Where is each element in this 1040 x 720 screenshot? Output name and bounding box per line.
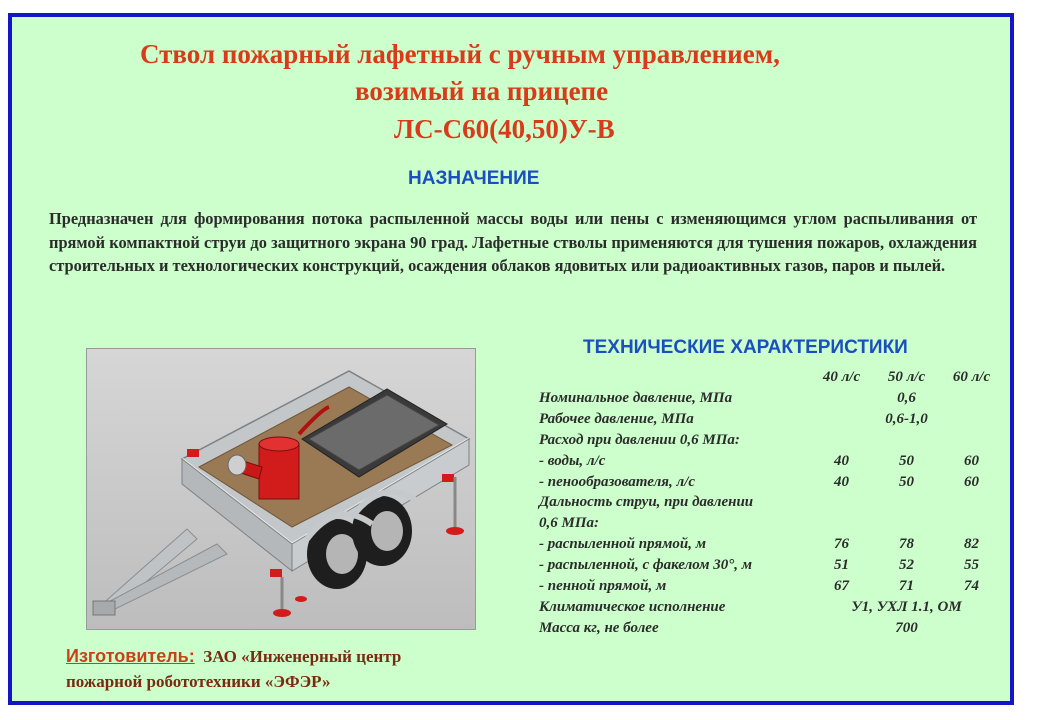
spec-value: 60 (964, 473, 979, 490)
table-row (539, 576, 1004, 597)
spec-value: 50 (899, 473, 914, 490)
spec-label: - пенной прямой, м (539, 578, 667, 595)
spec-value: 700 (895, 619, 918, 636)
spec-value: 76 (834, 536, 849, 553)
spec-label: Рабочее давление, МПа (539, 410, 694, 427)
spec-subheading: Дальность струи, при давлении (539, 494, 754, 511)
spec-value: 67 (834, 578, 849, 595)
table-row (539, 534, 1004, 555)
col-60: 60 л/с (952, 369, 991, 385)
spec-value: 40 (834, 452, 849, 469)
manufacturer-label: Изготовитель: (66, 646, 195, 666)
table-row (539, 388, 1004, 409)
table-row (539, 492, 1004, 513)
specs-header-row (539, 367, 1004, 388)
table-row (539, 472, 1004, 493)
manufacturer-name-line2: пожарной робототехники «ЭФЭР» (66, 672, 331, 691)
spec-label: - пенообразователя, л/с (539, 473, 696, 490)
spec-value: У1, УХЛ 1.1, ОМ (851, 598, 962, 615)
spec-value: 51 (834, 557, 849, 574)
spec-value: 78 (899, 536, 914, 553)
table-row (539, 597, 1004, 618)
spec-value: 71 (899, 578, 914, 595)
purpose-heading: НАЗНАЧЕНИЕ (408, 168, 540, 189)
slide-frame (8, 13, 1014, 705)
specs-heading: ТЕХНИЧЕСКИЕ ХАРАКТЕРИСТИКИ (583, 337, 908, 358)
spec-value: 52 (899, 557, 914, 574)
spec-value: 50 (899, 452, 914, 469)
spec-value: 55 (964, 557, 979, 574)
spec-value: 82 (964, 536, 979, 553)
manufacturer-name-line1: ЗАО «Инженерный центр (203, 647, 402, 666)
purpose-text: Предназначен для формирования потока распыленной массы воды или пены с изменяющимся углом распыливания от прямой компактной струи до защитного экрана 90 град. Лафетные стволы применяются для тушения пожаров, охлаждения строительных и технологических конструкций, осаждения облаков ядовитых или радиоактивных газов, паров и пылей. (49, 209, 977, 276)
table-row (539, 555, 1004, 576)
specs-table (539, 367, 1004, 639)
spec-value: 74 (964, 578, 979, 595)
table-row (539, 513, 1004, 534)
spec-label: Масса кг, не более (539, 619, 659, 636)
title-model: ЛС-С60(40,50)У-В (394, 114, 615, 144)
title-line-1: Ствол пожарный лафетный с ручным управлением, (140, 39, 780, 69)
spec-value: 60 (964, 452, 979, 469)
col-50: 50 л/с (887, 369, 926, 385)
spec-value: 40 (834, 473, 849, 490)
table-row (539, 430, 1004, 451)
spec-subheading: Расход при давлении 0,6 МПа: (539, 431, 740, 448)
spec-label: - распыленной, с факелом 30°, м (539, 557, 753, 574)
spec-subheading: 0,6 МПа: (539, 515, 599, 532)
spec-value: 0,6-1,0 (885, 410, 928, 427)
manufacturer (66, 644, 401, 694)
table-row (539, 618, 1004, 639)
title-line-2: возимый на прицепе (355, 76, 609, 106)
spec-label: Номинальное давление, МПа (539, 389, 733, 406)
col-40: 40 л/с (822, 369, 861, 385)
spec-label: - распыленной прямой, м (539, 536, 707, 553)
spec-label: Климатическое исполнение (539, 598, 726, 615)
table-row (539, 409, 1004, 430)
trailer-photo (86, 348, 476, 630)
spec-value: 0,6 (897, 389, 916, 406)
table-row (539, 451, 1004, 472)
spec-label: - воды, л/с (539, 452, 606, 469)
